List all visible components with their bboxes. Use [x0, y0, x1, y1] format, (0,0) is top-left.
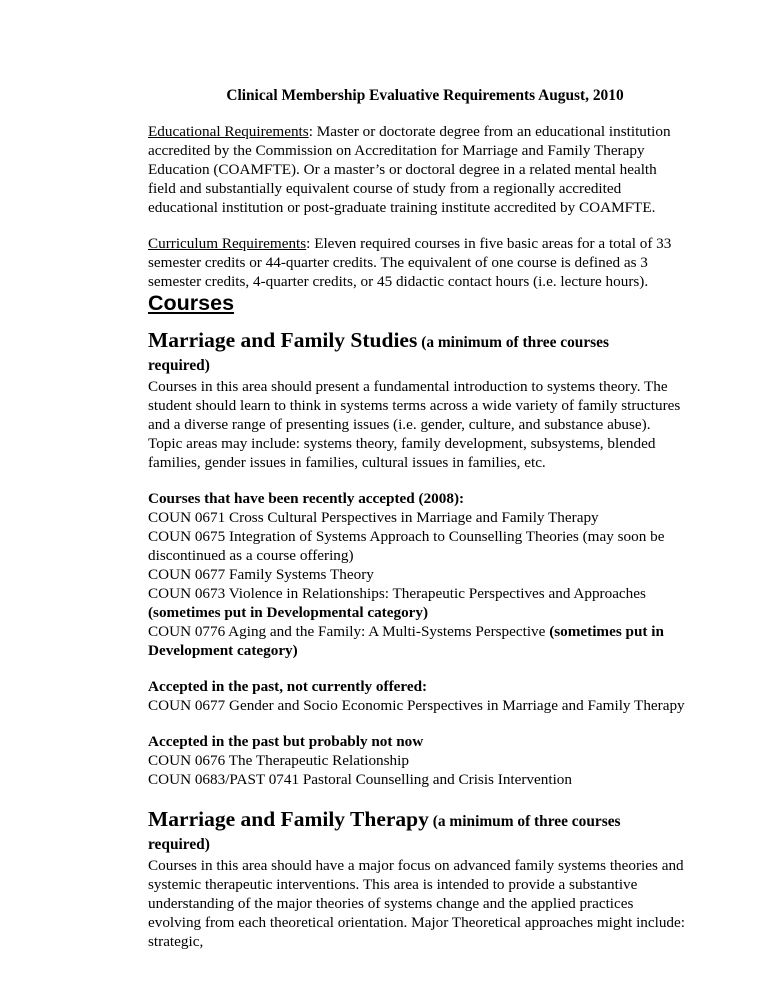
- educational-requirements-text: : Master or doctorate degree from an educational institution accredited by the Commission on Accreditation for Marriage and Family Therapy Education (COAMFTE). Or a master’s or doctoral degree in a related mental health field and substantially equivalent course of study from a regionally accredited educational institution or post-graduate training institute accredited by COAMFTE.: [148, 123, 671, 216]
- page-title: Clinical Membership Evaluative Requirements August, 2010: [226, 87, 624, 104]
- course-text: COUN 0673 Violence in Relationships: Therapeutic Perspectives and Approaches: [148, 585, 646, 602]
- course-item: COUN 0676 The Therapeutic Relationship: [148, 752, 409, 769]
- section-heading-note: (a minimum of three courses: [428, 813, 621, 830]
- educational-requirements: [148, 122, 688, 217]
- section-heading-note-cont: required): [148, 836, 210, 853]
- educational-requirements-label: Educational Requirements: [148, 123, 309, 140]
- course-item: [148, 622, 688, 660]
- course-text: COUN 0776 Aging and the Family: A Multi-Systems Perspective: [148, 623, 550, 640]
- section-heading-studies: [148, 328, 688, 355]
- document-page: [148, 86, 688, 951]
- section-description: Courses in this area should have a major focus on advanced family systems theories and systemic therapeutic interventions. This area is intended to provide a substantive understanding of the major theories of systems change and the applied practices evolving from each theoretical orientation. Major Theoretical approaches might include: strategic,: [148, 857, 685, 950]
- curriculum-requirements-label: Curriculum Requirements: [148, 235, 307, 252]
- section-title: Marriage and Family Therapy: [148, 807, 429, 831]
- course-item: COUN 0677 Gender and Socio Economic Perspectives in Marriage and Family Therapy: [148, 697, 685, 714]
- past-courses-heading: Accepted in the past, not currently offered:: [148, 678, 428, 695]
- section-heading-therapy: [148, 807, 688, 834]
- recent-courses-heading: Courses that have been recently accepted (2008):: [148, 490, 465, 507]
- course-item: [148, 584, 688, 622]
- courses-heading: Courses: [148, 291, 235, 315]
- course-item: COUN 0677 Family Systems Theory: [148, 566, 374, 583]
- not-now-courses-heading: Accepted in the past but probably not now: [148, 733, 424, 750]
- section-description: Courses in this area should present a fundamental introduction to systems theory. The student should learn to think in systems terms across a wide variety of family structures and a diverse range of presenting issues (i.e. gender, culture, and substance abuse). Topic areas may include: systems theory, family development, subsystems, blended families, gender issues in families, cultural issues in families, etc.: [148, 378, 681, 471]
- course-item: COUN 0675 Integration of Systems Approach to Counselling Theories (may soon be discontinued as a course offering): [148, 528, 665, 564]
- curriculum-requirements: [148, 234, 688, 291]
- section-title: Marriage and Family Studies: [148, 328, 418, 352]
- section-heading-note: (a minimum of three courses: [417, 334, 609, 351]
- course-item: COUN 0683/PAST 0741 Pastoral Counselling and Crisis Intervention: [148, 771, 572, 788]
- course-note: (sometimes put in Development category): [148, 623, 664, 659]
- course-note: (sometimes put in Developmental category): [148, 604, 429, 621]
- course-item: COUN 0671 Cross Cultural Perspectives in Marriage and Family Therapy: [148, 509, 599, 526]
- section-heading-note-cont: required): [148, 357, 210, 374]
- curriculum-requirements-text: : Eleven required courses in five basic areas for a total of 33 semester credits or 44-quarter credits. The equivalent of one course is defined as 3 semester credits, 4-quarter credits, or 45 didactic contact hours (i.e. lecture hours).: [148, 235, 672, 290]
